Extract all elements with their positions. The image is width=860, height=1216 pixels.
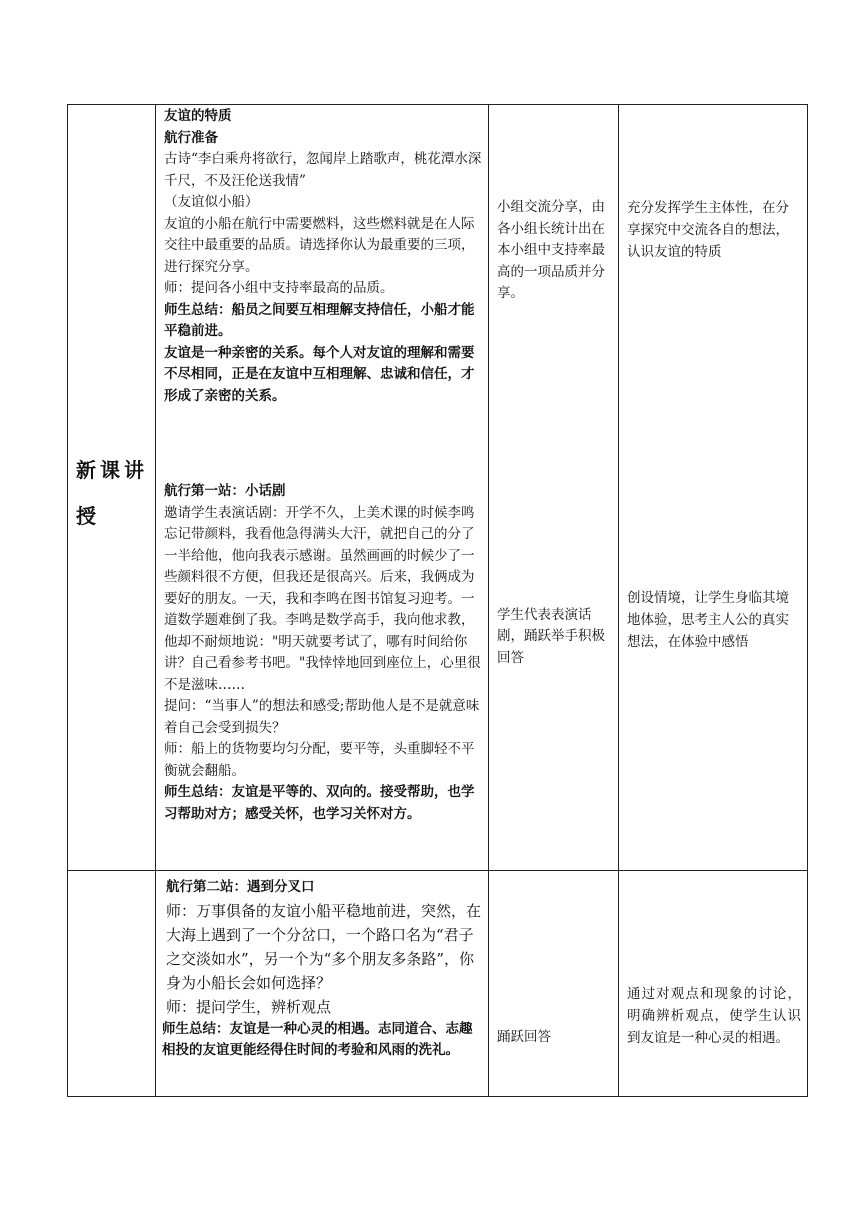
stage-label: 新课讲授	[76, 458, 148, 528]
section3-title: 航行第二站：遇到分叉口	[166, 879, 315, 895]
section2-activity: 学生代表表演话剧，踊跃举手积极回答	[497, 606, 605, 666]
stage-cell	[68, 105, 156, 871]
section1-subtitle: 航行准备	[164, 129, 218, 146]
table-row	[68, 105, 808, 871]
section2-design: 创设情境，让学生身临其境地体验，思考主人公的真实想法，在体验中感悟	[627, 590, 789, 650]
section3-teacher-2: 师：提问学生，辨析观点	[166, 998, 332, 1016]
section1-activity: 小组交流分享，由各小组长统计出在本小组中支持率最高的一项品质并分享。	[497, 199, 605, 301]
table-row	[68, 871, 808, 1097]
section1-title: 友谊的特质	[164, 108, 232, 124]
content-cell	[156, 105, 489, 871]
section3-content	[156, 871, 488, 1063]
section3-summary: 师生总结：友谊是一种心灵的相遇。志同道合、志趣相投的友谊更能经得住时间的考验和风雨的洗礼。	[162, 1021, 473, 1058]
section1-design-text: 充分发挥学生主体性，在分享探究中交流各自的想法，认识友谊的特质	[627, 200, 789, 260]
section1-teacher: 师：提问各小组中支持率最高的品质。	[164, 280, 394, 296]
section2-question: 提问：“当事人”的想法和感受;帮助他人是不是就意味着自己会受到损失？	[164, 698, 480, 736]
lesson-plan-table	[67, 104, 808, 1097]
section1-summary: 师生总结：船员之间要互相理解支持信任，小船才能平稳前进。	[164, 301, 475, 339]
section2-title: 航行第一站：小话剧	[164, 483, 286, 499]
section1-design	[619, 105, 807, 263]
section1-desc: 友谊的小船在航行中需要燃料，这些燃料就是在人际交往中最重要的品质。请选择你认为最重要的三项，进行探究分享。	[164, 215, 475, 275]
stage-cell-empty	[68, 871, 156, 1097]
section1-conclusion: 友谊是一种亲密的关系。每个人对友谊的理解和需要不尽相同，正是在友谊中互相理解、忠诚和信任，才形成了亲密的关系。	[164, 344, 475, 404]
section1-content	[156, 105, 488, 827]
design-cell	[619, 105, 808, 871]
content-cell	[156, 871, 489, 1097]
design-cell	[619, 871, 808, 1097]
section2-play: 邀请学生表演话剧：开学不久，上美术课的时候李鸣忘记带颜料，我看他急得满头大汗，就把自己的分了一半给他，他向我表示感谢。虽然画画的时候少了一些颜料很不方便，但我还是很高兴。后来，我俩成为要好的朋友。一天，我和李鸣在图书馆复习迎考。一道数学题难倒了我。李鸣是数学高手，我向他求教，他却不耐烦地说："明天就要考试了，哪有时间给你讲？自己看参考书吧。"我悻悻地回到座位上，心里很不是滋味……	[164, 504, 481, 693]
section2-summary: 师生总结：友谊是平等的、双向的。接受帮助，也学习帮助对方；感受关怀，也学习关怀对方。	[164, 784, 475, 822]
section3-design: 通过对观点和现象的讨论，明确辨析观点，使学生认识到友谊是一种心灵的相遇。	[627, 986, 801, 1046]
activity-cell	[489, 105, 619, 871]
section3-teacher-1: 师：万事俱备的友谊小船平稳地前进，突然，在大海上遇到了一个分岔口，一个路口名为“君子之交淡如水”，另一个为“多个朋友多条路”，你身为小船长会如何选择？	[166, 902, 482, 992]
section3-activity: 踊跃回答	[497, 1029, 551, 1045]
section1-poem: 古诗“李白乘舟将欲行，忽闻岸上踏歌声，桃花潭水深千尺，不及汪伦送我情”	[164, 151, 482, 189]
activity-cell	[489, 871, 619, 1097]
section1-note: （友谊似小船）	[164, 194, 259, 210]
section2-teacher: 师：船上的货物要均匀分配，要平等，头重脚轻不平衡就会翻船。	[164, 741, 475, 779]
